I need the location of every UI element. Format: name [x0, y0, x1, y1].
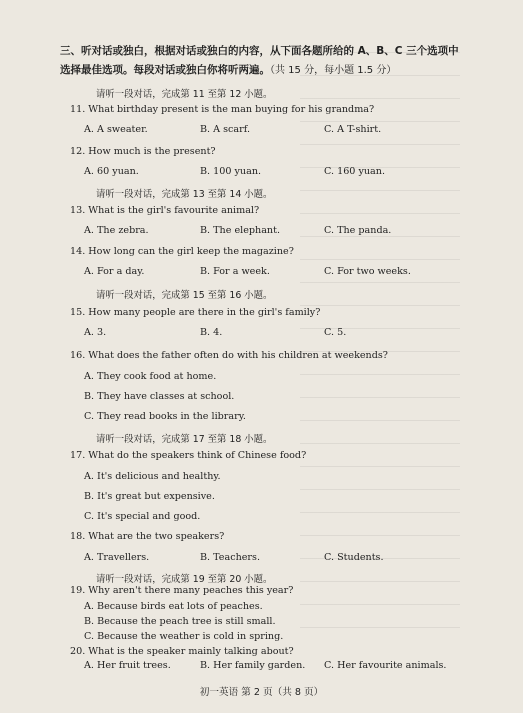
question-16: 16. What does the father often do with his children at weekends? — [70, 350, 388, 361]
option-c: C. 5. — [324, 327, 347, 338]
question-17: 17. What do the speakers think of Chinese food? — [70, 450, 307, 461]
option-a: A. Her fruit trees. — [84, 660, 171, 671]
option-a: A. 60 yuan. — [84, 166, 139, 177]
option-b: B. 4. — [200, 327, 223, 338]
option-b: B. The elephant. — [200, 225, 281, 236]
option-b: B. Her family garden. — [200, 660, 306, 671]
option-c: C. For two weeks. — [324, 266, 411, 277]
option-b: B. For a week. — [200, 266, 270, 277]
question-11: 11. What birthday present is the man buying for his grandma? — [70, 104, 375, 115]
question-17-option-b: B. It's great but expensive. — [84, 491, 215, 502]
option-c: C. 160 yuan. — [324, 166, 386, 177]
question-16-option-b: B. They have classes at school. — [84, 391, 235, 402]
option-c: C. Her favourite animals. — [324, 660, 447, 671]
question-19-option-c: C. Because the weather is cold in spring. — [84, 631, 284, 642]
listening-instruction: 请听一段对话，完成第 19 至第 20 小题。 — [96, 574, 273, 585]
listening-instruction: 请听一段对话，完成第 11 至第 12 小题。 — [96, 89, 273, 100]
listening-instruction: 请听一段对话，完成第 15 至第 16 小题。 — [96, 290, 273, 301]
option-a: A. 3. — [84, 327, 107, 338]
option-a: A. A sweater. — [84, 124, 148, 135]
question-19-option-a: A. Because birds eat lots of peaches. — [84, 601, 263, 612]
question-13: 13. What is the girl's favourite animal? — [70, 205, 260, 216]
listening-instruction: 请听一段对话，完成第 17 至第 18 小题。 — [96, 434, 273, 445]
page-footer: 初一英语 第 2 页（共 8 页） — [199, 687, 324, 698]
option-a: A. Travellers. — [84, 552, 150, 563]
question-19-option-b: B. Because the peach tree is still small. — [84, 616, 276, 627]
question-14: 14. How long can the girl keep the magazine? — [70, 246, 294, 257]
question-16-option-a: A. They cook food at home. — [84, 371, 217, 382]
option-c: C. A T-shirt. — [324, 124, 382, 135]
option-b: B. A scarf. — [200, 124, 250, 135]
question-12: 12. How much is the present? — [70, 146, 216, 157]
question-20: 20. What is the speaker mainly talking about? — [70, 646, 294, 657]
option-c: C. The panda. — [324, 225, 392, 236]
question-17-option-c: C. It's special and good. — [84, 511, 201, 522]
option-a: A. For a day. — [84, 266, 145, 277]
question-15: 15. How many people are there in the girl's family? — [70, 307, 321, 318]
section-instructions: 三、听对话或独白，根据对话或独白的内容，从下面各题所给的 A、B、C 三个选项中选择最佳选项。每段对话或独白你将听两遍。 — [60, 45, 459, 76]
option-a: A. The zebra. — [84, 225, 149, 236]
question-16-option-c: C. They read books in the library. — [84, 411, 246, 422]
section-score-note: （共 15 分，每小题 1.5 分） — [270, 65, 397, 76]
option-b: B. Teachers. — [200, 552, 260, 563]
question-19: 19. Why aren't there many peaches this year? — [70, 585, 294, 596]
question-18: 18. What are the two speakers? — [70, 531, 225, 542]
option-b: B. 100 yuan. — [200, 166, 262, 177]
option-c: C. Students. — [324, 552, 384, 563]
question-17-option-a: A. It's delicious and healthy. — [84, 471, 221, 482]
listening-instruction: 请听一段对话，完成第 13 至第 14 小题。 — [96, 189, 273, 200]
section-heading — [60, 42, 465, 80]
